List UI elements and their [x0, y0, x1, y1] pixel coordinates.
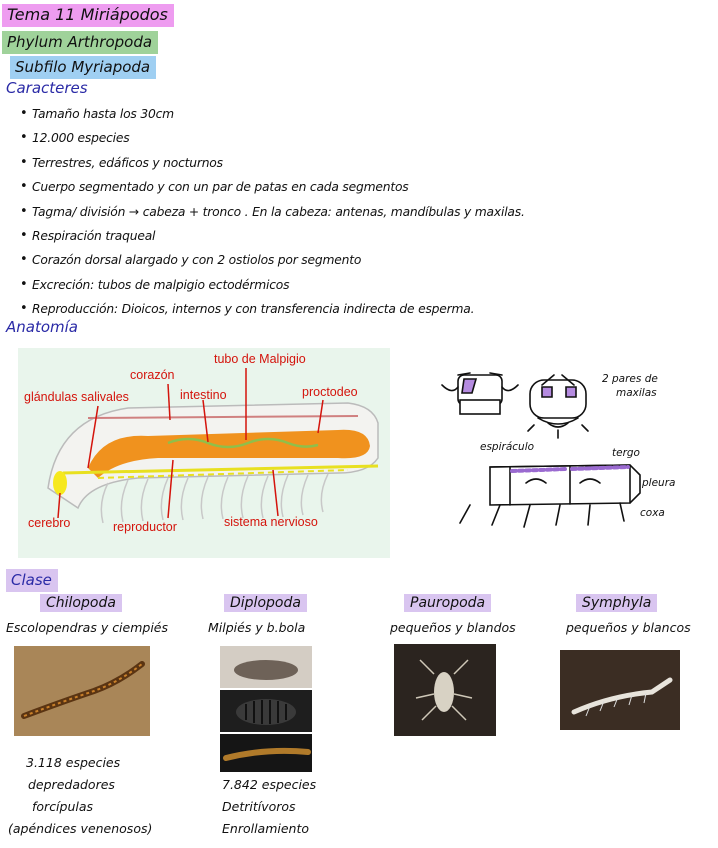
diplopoda-photo-1	[220, 646, 312, 688]
class-name-symphyla: Symphyla	[576, 594, 657, 612]
class-name-pauropoda: Pauropoda	[404, 594, 491, 612]
sketch-label-maxilas: maxilas	[616, 387, 657, 399]
head-and-segment-sketch	[430, 355, 710, 545]
class-desc-symphyla: pequeños y blancos	[566, 620, 691, 635]
note-line: Detritívoros	[222, 799, 296, 814]
tema-title: Tema 11 Miriápodos	[2, 4, 174, 27]
notes-diplopoda	[222, 774, 316, 840]
label-reproductor: reproductor	[113, 520, 177, 534]
sketch-drawing	[430, 355, 710, 545]
list-item: • Cuerpo segmentado y con un par de patas en cada segmentos	[18, 176, 525, 200]
label-corazon: corazón	[130, 368, 175, 382]
label-intestino: intestino	[180, 388, 227, 402]
list-item: • Excreción: tubos de malpigio ectodérmicos	[18, 274, 525, 298]
label-cerebro: cerebro	[28, 516, 71, 530]
note-line: depredadores	[28, 777, 115, 792]
note-line: 3.118 especies	[26, 755, 121, 770]
pauropoda-photo	[394, 644, 496, 736]
class-name-diplopoda: Diplopoda	[224, 594, 307, 612]
list-item: • Respiración traqueal	[18, 225, 525, 249]
class-desc-diplopoda: Milpiés y b.bola	[208, 620, 306, 635]
class-desc-pauropoda: pequeños y blandos	[390, 620, 516, 635]
label-glandulas: glándulas salivales	[24, 390, 129, 404]
caracteres-list	[18, 103, 525, 323]
diplopoda-photo-2	[220, 690, 312, 732]
label-sistema-nervioso: sistema nervioso	[224, 515, 318, 529]
class-name-chilopoda: Chilopoda	[40, 594, 122, 612]
myriapod-anatomy-illustration	[18, 348, 390, 558]
chilopoda-photo	[14, 646, 150, 736]
class-desc-chilopoda: Escolopendras y ciempiés	[6, 620, 169, 635]
label-proctodeo: proctodeo	[302, 385, 358, 399]
list-item: • Corazón dorsal alargado y con 2 ostiolos por segmento	[18, 249, 525, 273]
list-item: • Reproducción: Dioicos, internos y con transferencia indirecta de esperma.	[18, 298, 525, 322]
symphyla-photo	[560, 650, 680, 730]
notes-chilopoda	[8, 752, 152, 840]
sketch-label-pares: 2 pares de	[602, 373, 658, 385]
note-line: Enrollamiento	[222, 821, 310, 836]
phylum-title: Phylum Arthropoda	[2, 31, 158, 54]
list-item: • Tamaño hasta los 30cm	[18, 103, 525, 127]
subfilo-title: Subfilo Myriapoda	[10, 56, 156, 79]
note-line: forcípulas	[32, 799, 94, 814]
anatomia-heading: Anatomía	[6, 318, 78, 336]
anatomy-diagram	[18, 348, 390, 558]
list-item: • 12.000 especies	[18, 127, 525, 151]
list-item: • Terrestres, edáficos y nocturnos	[18, 152, 525, 176]
caracteres-heading: Caracteres	[6, 79, 88, 97]
note-line: (apéndices venenosos)	[8, 821, 153, 836]
clase-heading: Clase	[6, 569, 58, 592]
list-item: • Tagma/ división → cabeza + tronco . En la cabeza: antenas, mandíbulas y maxilas.	[18, 201, 525, 225]
sketch-label-espiraculo: espiráculo	[480, 441, 535, 453]
diplopoda-photo-3	[220, 734, 312, 772]
sketch-label-tergo: tergo	[612, 447, 640, 459]
sketch-label-coxa: coxa	[640, 507, 665, 519]
note-line: 7.842 especies	[222, 777, 317, 792]
label-tubo-malpigio: tubo de Malpigio	[214, 352, 306, 366]
sketch-label-pleura: pleura	[642, 477, 676, 489]
